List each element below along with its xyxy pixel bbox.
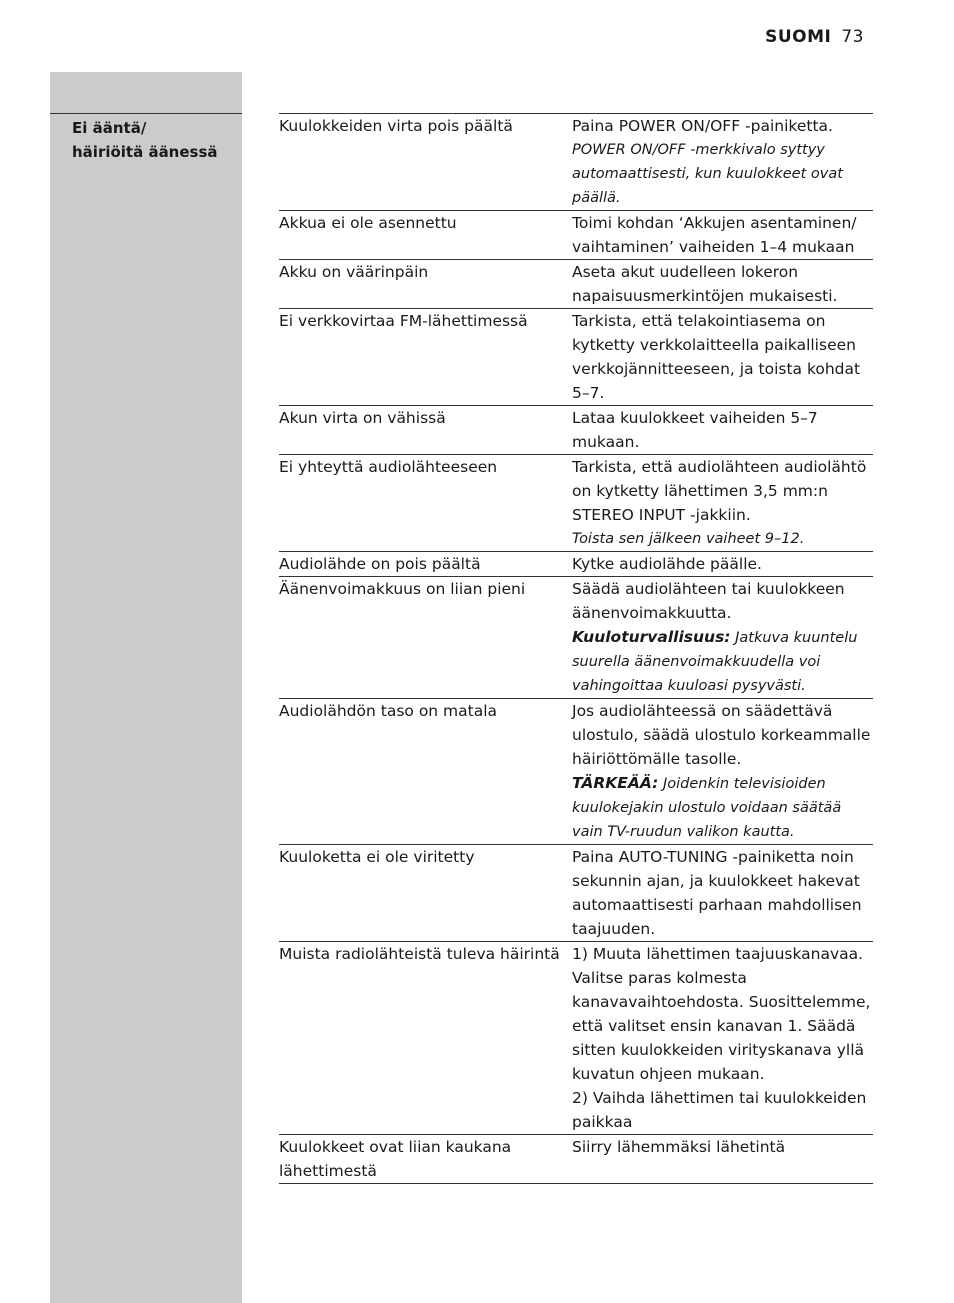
table-row	[279, 114, 873, 211]
table-row	[279, 309, 873, 406]
troubleshooting-table	[279, 113, 873, 1184]
table-row	[279, 406, 873, 455]
table-row	[279, 455, 873, 552]
note-emphasis: TÄRKEÄÄ:	[572, 774, 659, 792]
cause-cell	[279, 942, 572, 1134]
solution-text: Aseta akut uudelleen lokeron napaisuusmerkintöjen mukaisesti.	[572, 263, 838, 305]
solution-cell	[572, 552, 873, 576]
solution-cell	[572, 114, 873, 210]
cause-text: Akku on väärinpäin	[279, 263, 429, 281]
cause-cell	[279, 845, 572, 941]
cause-cell	[279, 455, 572, 551]
table-row	[279, 699, 873, 845]
cause-text: Kuulokkeet ovat liian kaukana lähettimestä	[279, 1138, 512, 1180]
cause-text: Muista radiolähteistä tuleva häirintä	[279, 945, 560, 963]
note-emphasis: Kuuloturvallisuus:	[572, 628, 731, 646]
solution-cell	[572, 309, 873, 405]
topic-line-2: häiriöitä äänessä	[72, 143, 218, 161]
cause-text: Kuulokkeiden virta pois päältä	[279, 117, 513, 135]
cause-cell	[279, 114, 572, 210]
cause-text: Ei yhteyttä audiolähteeseen	[279, 458, 498, 476]
solution-text: Jos audiolähteessä on säädettävä ulostulo, säädä ulostulo korkeammalle häiriöttömälle tasolle.	[572, 702, 871, 768]
cause-cell	[279, 309, 572, 405]
cause-text: Audiolähdön taso on matala	[279, 702, 498, 720]
solution-cell	[572, 577, 873, 698]
solution-text: 1) Muuta lähettimen taajuuskanavaa. Valitse paras kolmesta kanavavaihtoehdosta. Suosittelemme, että valitset ensin kanavan 1. Säädä sitten kuulokkeiden virityskanava yllä kuvatun ohjeen mukaan.	[572, 945, 871, 1083]
table-row	[279, 942, 873, 1135]
cause-text: Ei verkkovirtaa FM-lähettimessä	[279, 312, 528, 330]
solution-text: Siirry lähemmäksi lähetintä	[572, 1138, 786, 1156]
solution-cell	[572, 845, 873, 941]
solution-note: POWER ON/OFF -merkkivalo syttyy automaattisesti, kun kuulokkeet ovat päällä.	[572, 142, 843, 206]
solution-text: Säädä audiolähteen tai kuulokkeen äänenvoimakkuutta.	[572, 580, 845, 622]
table-row	[279, 211, 873, 260]
solution-note: Toista sen jälkeen vaiheet 9–12.	[572, 531, 805, 547]
language-label: SUOMI	[765, 27, 832, 47]
solution-cell	[572, 406, 873, 454]
solution-text: Tarkista, että audiolähteen audiolähtö on kytketty lähettimen 3,5 mm:n STEREO INPUT -jakkiin.	[572, 458, 867, 524]
solution-text: Paina AUTO-TUNING -painiketta noin sekunnin ajan, ja kuulokkeet hakevat automaattisesti parhaan mahdollisen taajuuden.	[572, 848, 862, 938]
cause-text: Akkua ei ole asennettu	[279, 214, 457, 232]
table-row	[279, 845, 873, 942]
solution-cell	[572, 699, 873, 844]
page-number: 73	[841, 27, 864, 47]
cause-cell	[279, 552, 572, 576]
solution-text: Paina POWER ON/OFF -painiketta.	[572, 117, 833, 135]
solution-cell	[572, 455, 873, 551]
cause-cell	[279, 577, 572, 698]
solution-cell	[572, 942, 873, 1134]
solution-cell	[572, 1135, 873, 1183]
cause-text: Kuuloketta ei ole viritetty	[279, 848, 475, 866]
cause-cell	[279, 260, 572, 308]
table-row	[279, 577, 873, 699]
cause-text: Akun virta on vähissä	[279, 409, 446, 427]
problem-topic	[50, 113, 242, 164]
solution-text: 2) Vaihda lähettimen tai kuulokkeiden paikkaa	[572, 1089, 867, 1131]
solution-cell	[572, 211, 873, 259]
cause-cell	[279, 1135, 572, 1183]
solution-note: TÄRKEÄÄ: Joidenkin televisioiden kuulokejakin ulostulo voidaan säätää vain TV-ruudun valikon kautta.	[572, 774, 842, 840]
table-row	[279, 1135, 873, 1184]
solution-text: Toimi kohdan ‘Akkujen asentaminen/ vaihtaminen’ vaiheiden 1–4 mukaan	[572, 214, 857, 256]
solution-text: Tarkista, että telakointiasema on kytketty verkkolaitteella paikalliseen verkkojännitteeseen, ja toista kohdat 5–7.	[572, 312, 861, 402]
topic-line-1: Ei ääntä/	[72, 119, 147, 137]
cause-cell	[279, 699, 572, 844]
cause-cell	[279, 406, 572, 454]
page-header	[765, 27, 864, 47]
solution-text: Lataa kuulokkeet vaiheiden 5–7 mukaan.	[572, 409, 818, 451]
solution-text: Kytke audiolähde päälle.	[572, 555, 762, 573]
cause-text: Audiolähde on pois päältä	[279, 555, 481, 573]
table-row	[279, 552, 873, 577]
solution-note: Kuuloturvallisuus: Jatkuva kuuntelu suurella äänenvoimakkuudella voi vahingoittaa kuuloasi pysyvästi.	[572, 628, 858, 694]
solution-cell	[572, 260, 873, 308]
sidebar-band	[50, 72, 242, 1303]
cause-cell	[279, 211, 572, 259]
cause-text: Äänenvoimakkuus on liian pieni	[279, 580, 526, 598]
table-row	[279, 260, 873, 309]
